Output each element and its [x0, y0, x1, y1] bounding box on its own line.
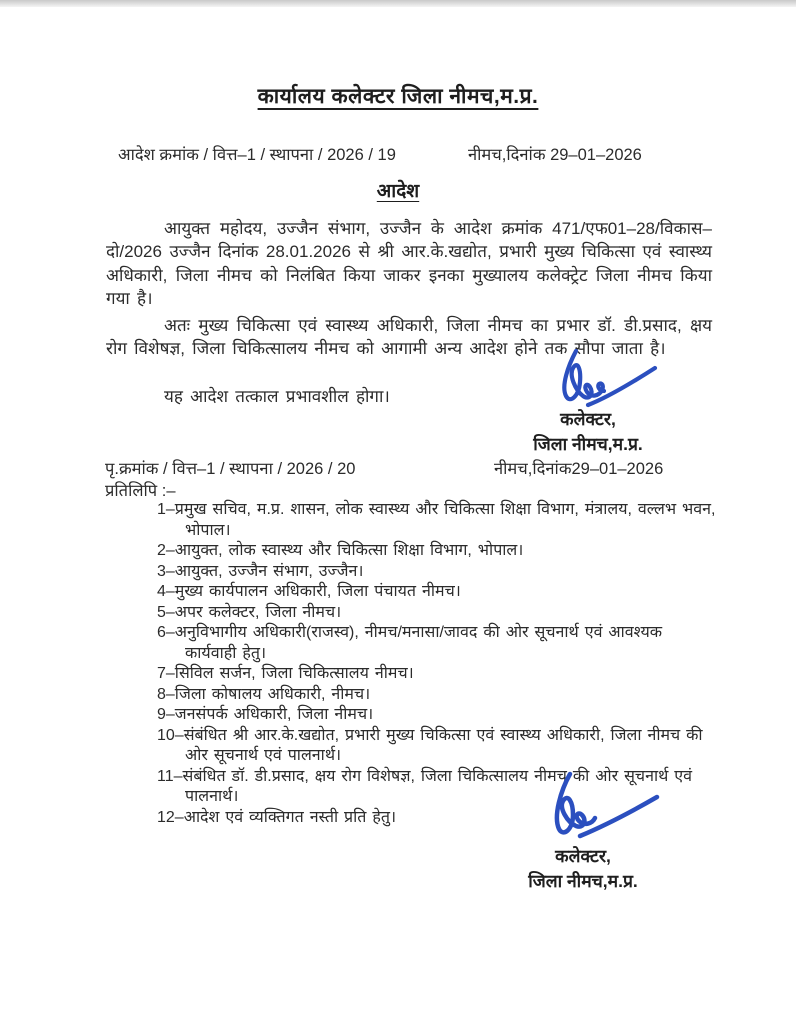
copy-list-label: प्रतिलिपि :–	[105, 482, 176, 500]
copy-list-item: 8–जिला कोषालय अधिकारी, नीमच।	[157, 685, 371, 703]
order-paragraph-2: अतः मुख्य चिकित्सा एवं स्वास्थ्य अधिकारी, जिला नीमच का प्रभार डॉ. डी.प्रसाद, क्षय रोग विशेषज्ञ, जिला चिकित्सालय नीमच को आगामी अन्य आदेश होने तक सौपा जाता है।	[106, 316, 712, 359]
order-heading: आदेश	[376, 181, 420, 202]
copy-list-item: 6–अनुविभागीय अधिकारी(राजस्व), नीमच/मनासा/जावद की ओर सूचनार्थ एवं आवश्यक कार्यवाही हेतु।	[157, 624, 663, 662]
signatory-org-1: जिला नीमच,म.प्र.	[533, 434, 643, 454]
copy-list-item: 7–सिविल सर्जन, जिला चिकित्सालय नीमच।	[157, 665, 414, 682]
signatory-block-1	[488, 407, 688, 457]
collector-signature-2-ink	[528, 770, 663, 848]
endorsement-number: पृ.क्रमांक / वित्त–1 / स्थापना / 2026 / 20	[105, 460, 356, 478]
order-place-date: नीमच,दिनांक 29–01–2026	[468, 146, 642, 164]
scan-top-edge	[0, 0, 796, 7]
copy-list-item: 2–आयुक्त, लोक स्वास्थ्य और चिकित्सा शिक्षा विभाग, भोपाल।	[157, 542, 524, 559]
copy-list-item: 3–आयुक्त, उज्जैन संभाग, उज्जैन।	[157, 562, 364, 580]
copy-list-item: 9–जनसंपर्क अधिकारी, जिला नीमच।	[157, 706, 374, 723]
copy-list-item: 1–प्रमुख सचिव, म.प्र. शासन, लोक स्वास्थ्य और चिकित्सा शिक्षा विभाग, मंत्रालय, वल्लभ भवन, भोपाल।	[157, 501, 716, 539]
copy-list-item: 5–अपर कलेक्टर, जिला नीमच।	[157, 603, 342, 621]
order-paragraph-3: यह आदेश तत्काल प्रभावशील होगा।	[164, 387, 390, 406]
signatory-block-2	[478, 844, 688, 894]
copy-list-item: 4–मुख्य कार्यपालन अधिकारी, जिला पंचायत नीमच।	[157, 583, 461, 600]
signatory-org-2: जिला नीमच,म.प्र.	[528, 871, 638, 891]
copy-list-item: 11–संबंधित डॉ. डी.प्रसाद, क्षय रोग विशेषज्ञ, जिला चिकित्सालय नीमच की ओर सूचनार्थ एवं पालनार्थ।	[157, 767, 693, 805]
signatory-title-1: कलेक्टर,	[560, 409, 616, 429]
office-title: कार्यालय कलेक्टर जिला नीमच,म.प्र.	[257, 85, 539, 108]
order-paragraph-1: आयुक्त महोदय, उज्जैन संभाग, उज्जैन के आदेश क्रमांक 471/एफ01–28/विकास–दो/2026 उज्जैन दिनांक 28.01.2026 से श्री आर.के.खद्योत, प्रभारी मुख्य चिकित्सा एवं स्वास्थ्य अधिकारी, जिला नीमच को निलंबित किया जाकर इनका मुख्यालय कलेक्ट्रेट जिला नीमच किया गया है।	[106, 219, 712, 309]
order-number: आदेश क्रमांक / वित्त–1 / स्थापना / 2026 / 19	[118, 146, 396, 164]
endorsement-place-date: नीमच,दिनांक29–01–2026	[494, 460, 664, 478]
copy-list-item: 12–आदेश एवं व्यक्तिगत नस्ती प्रति हेतु।	[157, 808, 397, 826]
signatory-title-2: कलेक्टर,	[555, 846, 611, 866]
collector-signature-1-ink	[542, 348, 660, 412]
copy-list-item: 10–संबंधित श्री आर.के.खद्योत, प्रभारी मुख्य चिकित्सा एवं स्वास्थ्य अधिकारी, जिला नीमच की ओर सूचनार्थ एवं पालनार्थ।	[157, 726, 703, 764]
